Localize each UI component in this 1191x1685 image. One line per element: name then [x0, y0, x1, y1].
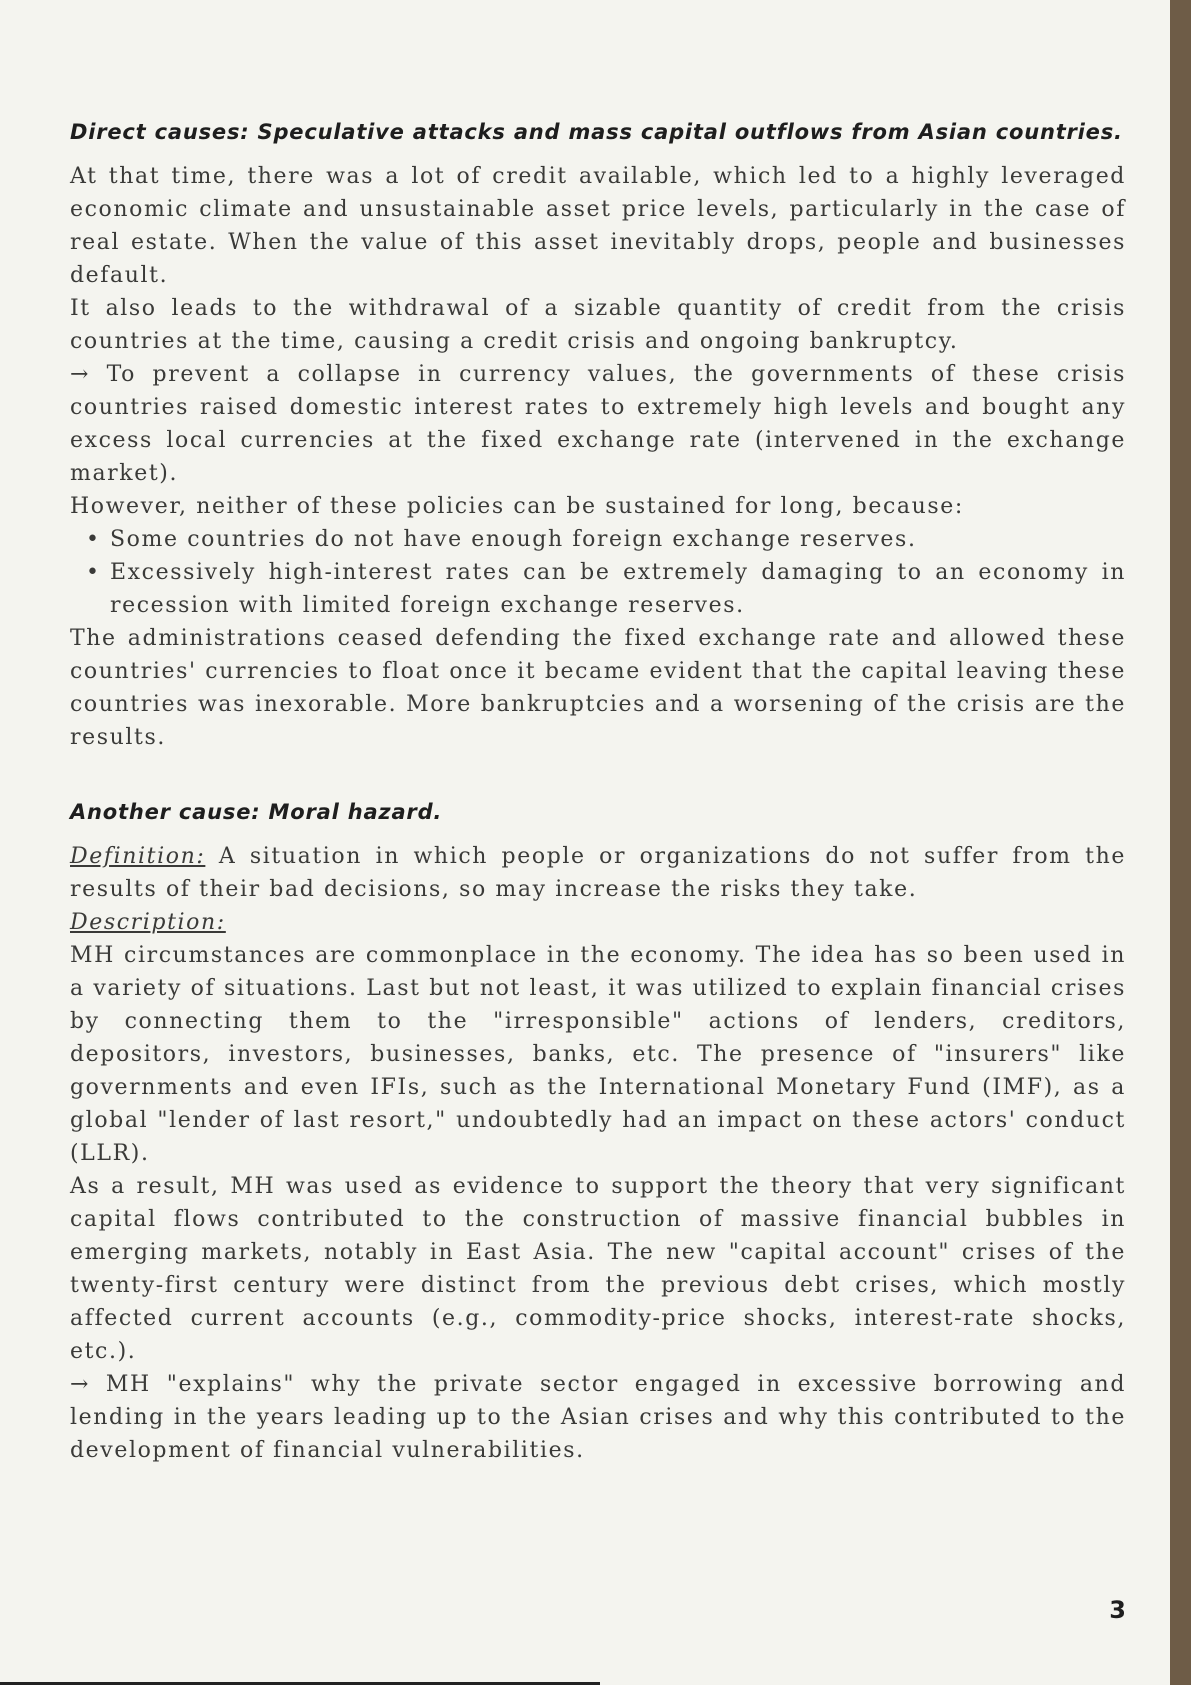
- definition-text: A situation in which people or organizations do not suffer from the results of their bad decisions, so may increase the risks they take.: [70, 844, 1126, 902]
- list-item-text: Some countries do not have enough foreign exchange reserves.: [110, 527, 917, 552]
- section-heading-moral-hazard: Another cause: Moral hazard.: [70, 800, 443, 824]
- paragraph-mh-evidence: As a result, MH was used as evidence to support the theory that very significant capital flows contributed to the construction of massive financial bubbles in emerging markets, notably in East Asia. The new "capital account" crises of the twenty-first century were distinct from the previous debt crises, which mostly affected current accounts (e.g., commodity-price shocks, interest-rate shocks, etc.).: [70, 1174, 1126, 1364]
- paragraph-mh-circumstances: MH circumstances are commonplace in the economy. The idea has so been used in a variety of situations. Last but not least, it was utilized to explain financial crises by connecting them to the "irresponsible" actions of lenders, creditors, depositors, investors, businesses, banks, etc. The presence of "insurers" like governments and even IFIs, such as the International Monetary Fund (IMF), as a global "lender of last resort," undoubtedly had an impact on these actors' conduct (LLR).: [70, 943, 1126, 1166]
- definition-label: Definition:: [70, 844, 206, 869]
- bullet-icon: •: [86, 560, 101, 585]
- list-item-text: Excessively high-interest rates can be extremely damaging to an economy in recession with limited foreign exchange reserves.: [110, 560, 1126, 618]
- description-paragraph: [70, 906, 1126, 939]
- reasons-list: [70, 523, 1126, 622]
- paragraph-policies-unsustainable: However, neither of these policies can be sustained for long, because:: [70, 494, 964, 519]
- paragraph-float-currencies: The administrations ceased defending the fixed exchange rate and allowed these countries' currencies to float once it became evident that the capital leaving these countries was inexorable. More bankruptcies and a worsening of the crisis are the results.: [70, 626, 1126, 750]
- section-heading-direct-causes: Direct causes: Speculative attacks and mass capital outflows from Asian countries.: [70, 120, 1123, 144]
- description-label: Description:: [70, 910, 226, 935]
- paragraph-government-response: → To prevent a collapse in currency values, the governments of these crisis countries raised domestic interest rates to extremely high levels and bought any excess local currencies at the fixed exchange rate (intervened in the exchange market).: [70, 362, 1126, 486]
- bullet-icon: •: [86, 527, 101, 552]
- page-content: [70, 118, 1126, 1467]
- list-item: [86, 556, 1126, 622]
- list-item: [86, 523, 1126, 556]
- paragraph-mh-explains: → MH "explains" why the private sector engaged in excessive borrowing and lending in the years leading up to the Asian crises and why this contributed to the development of financial vulnerabilities.: [70, 1372, 1126, 1463]
- definition-paragraph: [70, 840, 1126, 906]
- right-accent-bar: [1170, 0, 1191, 1685]
- paragraph-credit-available: At that time, there was a lot of credit available, which led to a highly leveraged economic climate and unsustainable asset price levels, particularly in the case of real estate. When the value of this asset inevitably drops, people and businesses default.: [70, 164, 1126, 288]
- paragraph-credit-withdrawal: It also leads to the withdrawal of a sizable quantity of credit from the crisis countries at the time, causing a credit crisis and ongoing bankruptcy.: [70, 296, 1126, 354]
- page-number: 3: [1109, 1596, 1126, 1624]
